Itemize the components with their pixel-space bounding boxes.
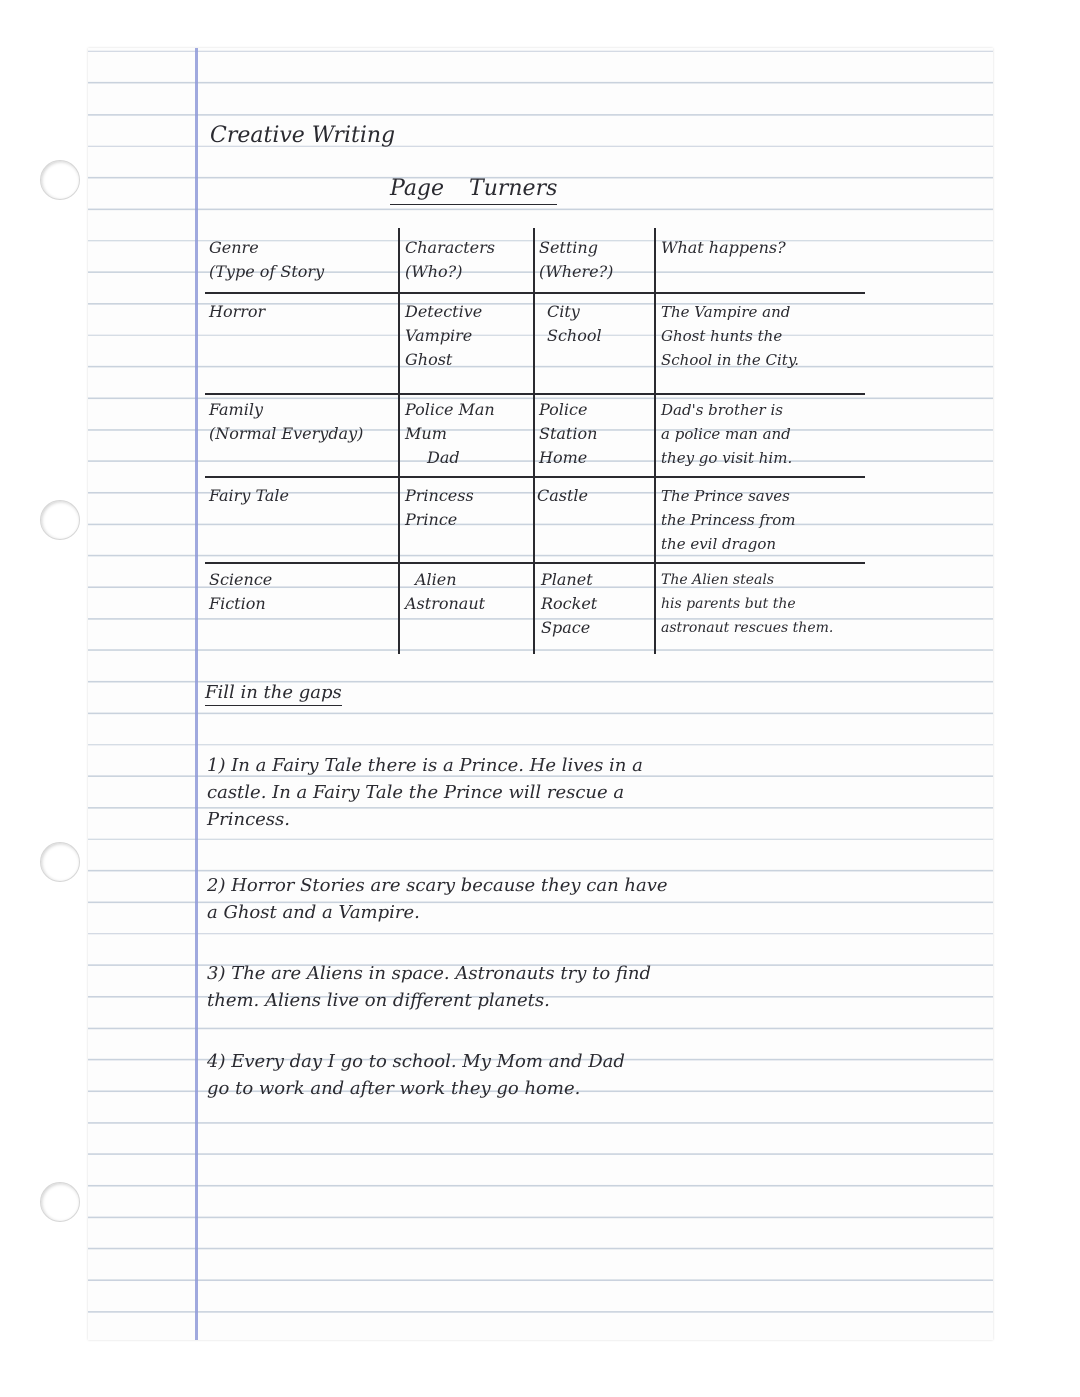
- row-science-fiction-setting: Planet Rocket Space: [541, 570, 598, 637]
- gap-answer-1: 1) In a Fairy Tale there is a Prince. He lives in a castle. In a Fairy Tale the Prince will rescue a Princess.: [207, 755, 643, 830]
- row-horror-setting: City School: [547, 302, 602, 345]
- table-divider: [205, 476, 865, 478]
- page-title: Creative Writing: [210, 123, 396, 148]
- row-family-genre: Family (Normal Everyday): [209, 400, 364, 443]
- row-fairy-tale-what: The Prince saves the Princess from the evil dragon: [661, 487, 796, 553]
- header-setting: Setting (Where?): [539, 238, 614, 281]
- row-science-fiction-genre: Science Fiction: [209, 570, 273, 613]
- row-horror-characters: Detective Vampire Ghost: [405, 302, 483, 369]
- row-fairy-tale-setting: Castle: [537, 486, 589, 505]
- gap-answer-3: 3) The are Aliens in space. Astronauts try to find them. Aliens live on different planets.: [207, 963, 651, 1011]
- row-family-setting: Police Station Home: [539, 400, 598, 467]
- row-science-fiction-what: The Alien steals his parents but the astronaut rescues them.: [661, 572, 834, 636]
- gap-answer-2: 2) Horror Stories are scary because they can have a Ghost and a Vampire.: [207, 875, 668, 923]
- row-horror-what: The Vampire and Ghost hunts the School in the City.: [661, 303, 800, 369]
- header-what-happens: What happens?: [661, 238, 786, 257]
- table-divider: [205, 292, 865, 294]
- row-family-characters: Police Man Mum Dad: [405, 400, 495, 467]
- row-science-fiction-characters: Alien Astronaut: [405, 570, 486, 613]
- story-table: [205, 228, 865, 654]
- table-divider: [205, 393, 865, 395]
- header-genre: Genre (Type of Story: [209, 238, 325, 281]
- gaps-title: Fill in the gaps: [205, 684, 342, 706]
- punch-hole: [40, 160, 80, 200]
- table-divider: [205, 562, 865, 564]
- punch-hole: [40, 1182, 80, 1222]
- row-family-what: Dad's brother is a police man and they go visit him.: [661, 401, 793, 467]
- page-subtitle: Page Turners: [390, 178, 557, 205]
- punch-hole: [40, 842, 80, 882]
- row-fairy-tale-characters: Princess Prince: [405, 486, 474, 529]
- header-characters: Characters (Who?): [405, 238, 495, 281]
- row-horror-genre: Horror: [209, 302, 266, 321]
- margin-line: [195, 48, 198, 1340]
- punch-hole: [40, 500, 80, 540]
- row-fairy-tale-genre: Fairy Tale: [209, 486, 289, 505]
- gap-answer-4: 4) Every day I go to school. My Mom and Dad go to work and after work they go home.: [207, 1051, 625, 1099]
